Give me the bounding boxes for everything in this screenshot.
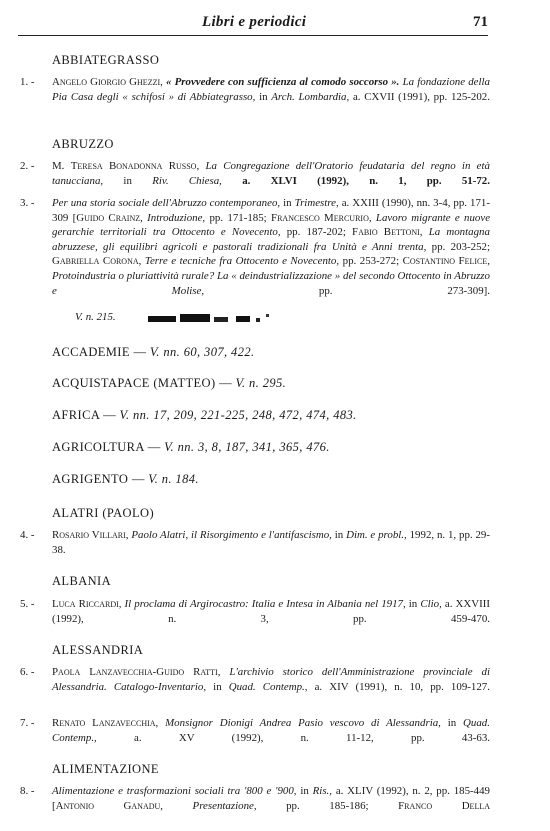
header-rule [18,35,488,36]
contributor-author: Franco Della [398,799,490,812]
entry-number: 5. - [20,598,35,610]
contributor-title: Lavoro migrante e nuove gerarchie territoriali tra Ottocento e Novecento, [52,211,491,239]
section-heading-alatri: ALATRI (PAOLO) [52,506,155,520]
entry-number: 3. - [20,197,35,209]
entry-citation: a. XLIV (1992), n. 2, pp. 185-449 [ [52,785,491,812]
contributor-title: Terre e tecniche fra Ottocento e Novecento, [144,255,340,268]
contributor-pages: pp. 171-185; [209,211,267,224]
contributor-pages: pp. 273-309]. [318,284,490,297]
ink-smudge-mark [148,313,286,325]
entry-citation: a. XV (1992), n. 11-12, pp. 43-63. [134,731,490,744]
contributor-title: Protoindustria o pluriattività rurale? La « deindustrializzazione » del secondo Ottocento in Abruzzo e Molise, [52,269,490,297]
entry-in: in [300,785,309,797]
contributor-author: Costantino Felice, [402,255,490,268]
contributor-author: Antonio Ganadu, [55,799,164,812]
entry-title: L'archivio storico dell'Amministrazione provinciale di Alessandria. Catalogo-Inventario, [52,666,490,693]
contributor-pages: pp. 185-186; [286,799,369,812]
entry-number: 6. - [20,666,35,678]
entry-journal: Riv. Chiesa, [152,174,222,187]
bibliography-entry-6 [20,665,490,709]
contributor-title: Presentazione, [192,799,257,812]
bibliography-entry-8 [20,784,490,828]
entry-in: in [259,90,268,103]
entry-citation: a. XXVIII (1992), n. 3, pp. 459-470. [52,598,490,625]
entry-citation: a. XXIII (1990), nn. 3-4, pp. 171-309 [ [52,197,490,224]
entry-journal: Dim. e probl., [346,529,407,541]
bibliography-entry-4 [20,528,490,572]
running-head [0,10,550,34]
bibliography-entry-7 [20,716,490,760]
section-heading-albania: ALBANIA [52,574,112,588]
contributor-title: La montagna abruzzese, gli equilibri agricoli e pastorali tradizionali fra Unità e Anni trenta, [52,226,490,253]
section-heading-abbiategrasso: ABBIATEGRASSO [52,53,160,67]
entry-journal: Arch. Lombardia, [271,90,350,103]
entry-number: 7. - [20,717,35,729]
entry-author: Rosario Villari, [52,529,129,541]
entry-number: 2. - [20,160,35,172]
entry-journal: Quad. Contemp., [228,680,308,693]
entry-in: in [334,529,344,541]
entry-number: 4. - [20,529,35,541]
xref-acquistapace: ACQUISTAPACE (MATTEO) — V. n. 295. [52,376,287,390]
entry-author-initial: M. [52,160,65,172]
entry-author: Angelo Giorgio Ghezzi, [52,76,163,88]
bibliography-entry-1 [20,75,490,119]
contributor-pages: pp. 187-202; [286,226,346,239]
contributor-pages: pp. 253-272; [342,255,400,268]
running-head-title: Libri e periodici [202,14,307,30]
entry-in: in [447,717,457,729]
section-heading-alimentazione: ALIMENTAZIONE [52,762,159,776]
xref-agrigento: AGRIGENTO — V. n. 184. [52,472,199,486]
entry-in: in [123,174,132,187]
xref-africa: AFRICA — V. nn. 17, 209, 221-225, 248, 472, 474, 483. [52,408,357,422]
entry-citation: 1992, n. 1, pp. 29-38. [52,529,490,556]
xref-agricoltura: AGRICOLTURA — V. nn. 3, 8, 187, 341, 365, 476. [52,440,330,454]
contributor-author: Francesco Mercurio, [271,211,372,224]
section-heading-abruzzo: ABRUZZO [52,137,114,151]
entry-title: Paolo Alatri, il Risorgimento e l'antifascismo, [131,529,332,541]
entry-title: Il proclama di Argirocastro: Italia e Intesa in Albania nel 1917, [124,598,406,610]
entry-citation: a. CXVII (1991), pp. 125-202. [352,90,490,103]
entry-number: 1. - [20,76,35,88]
contributor-author: Fabio Bettoni, [352,226,423,239]
entry-title: Alimentazione e trasformazioni sociali tra '800 e '900, [52,785,297,797]
entry-in: in [213,680,222,693]
entry-citation: a. XIV (1991), n. 10, pp. 109-127. [314,680,490,693]
entry-journal: Quad. Contemp., [52,717,490,744]
entry-title: « Provvedere con sufficienza al comodo soccorso ». [166,76,400,88]
entry-citation: a. XLVI (1992), n. 1, pp. 51-72. [242,174,490,187]
entry-journal: Trimestre, [294,197,339,209]
see-also-reference: V. n. 215. [75,311,116,323]
entry-title: Per una storia sociale dell'Abruzzo contemporaneo, [52,197,281,209]
xref-accademie: ACCADEMIE — V. nn. 60, 307, 422. [52,345,255,359]
entry-journal: Clio, [420,598,442,610]
contributor-author: Gabriella Corona, [52,255,142,268]
contributor-author: Guido Crainz, [76,211,143,224]
contributor-pages: pp. 203-252; [431,240,490,253]
contributor-title: Introduzione, [147,211,206,224]
entry-author: Renato Lanzavecchia, [52,717,159,729]
entry-author: Paola Lanzavecchia-Guido Ratti, [52,666,221,678]
bibliography-entry-3 [20,196,490,313]
entry-in: in [283,197,292,209]
entry-author: Teresa Bonadonna Russo, [70,160,200,172]
entry-title: Monsignor Dionigi Andrea Pasio vescovo di Alessandria, [165,717,441,729]
entry-in: in [408,598,418,610]
entry-author: Luca Riccardi, [52,598,122,610]
section-heading-alessandria: ALESSANDRIA [52,643,144,657]
entry-number: 8. - [20,785,35,797]
entry-title: La Congregazione dell'Oratorio feudataria del regno in età tanucciana, [52,160,490,187]
entry-journal: Ris., [312,785,333,797]
entry-title-continued: La fondazione della Pia Casa degli « schifosi » di Abbiategrasso, [52,76,490,103]
bibliography-entry-5 [20,597,490,641]
page-number: 71 [473,14,488,30]
